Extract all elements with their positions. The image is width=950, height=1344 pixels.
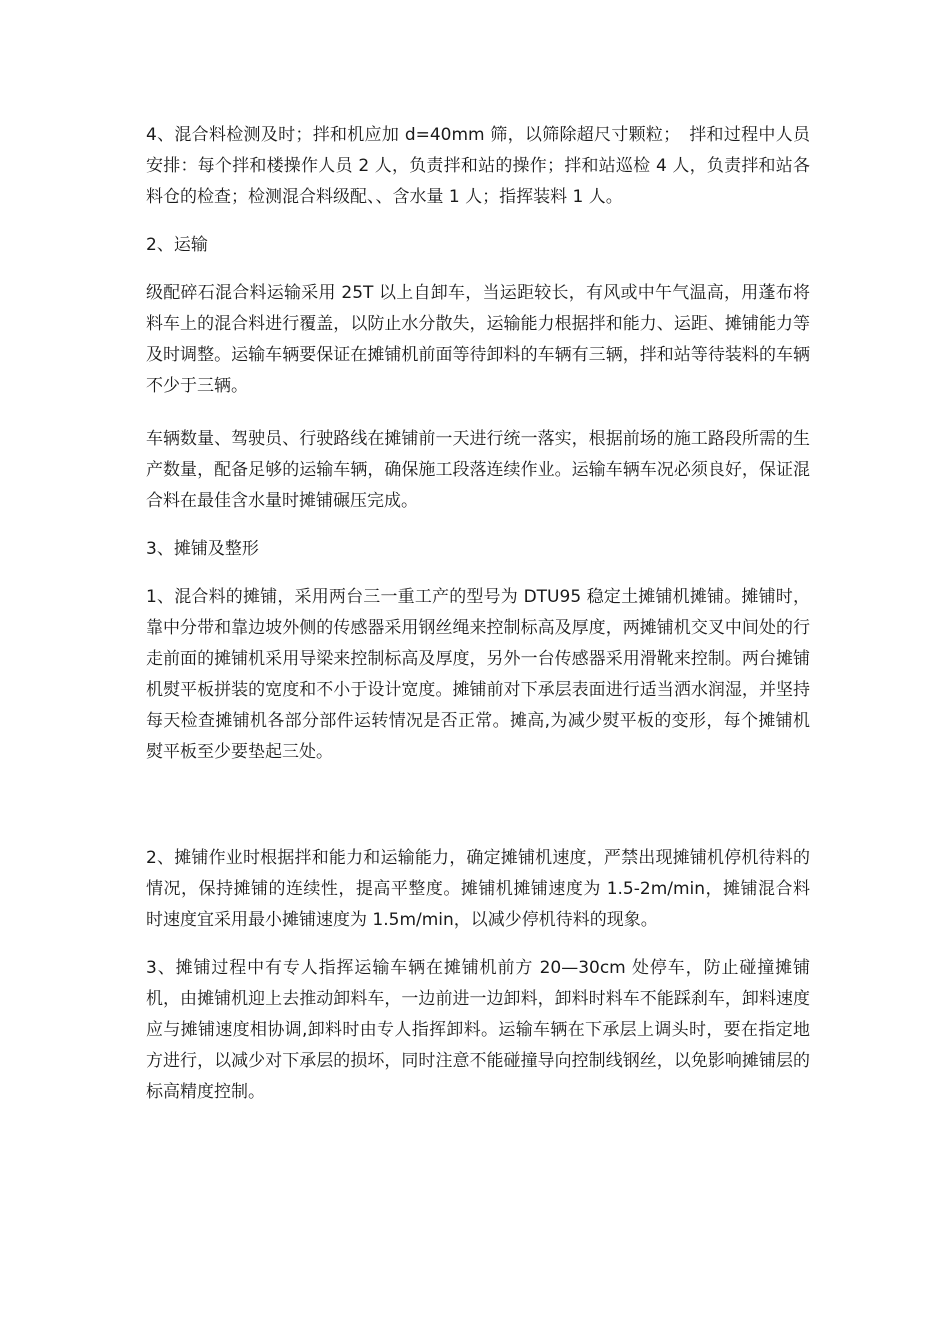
document-page (146, 120, 810, 1108)
paragraph-transport-trucks: 级配碎石混合料运输采用 25T 以上自卸车，当运距较长，有风或中午气温高，用蓬布将料车上的混合料进行覆盖，以防止水分散失，运输能力根据拌和能力、运距、摊铺能力等及时调整。运输车辆要保证在摊铺机前面等待卸料的车辆有三辆，拌和站等待装料的车辆不少于三辆。 (146, 283, 810, 396)
paragraph-paving-machines: 1、混合料的摊铺，采用两台三一重工产的型号为 DTU95 稳定土摊铺机摊铺。摊铺时，靠中分带和靠边坡外侧的传感器采用钢丝绳来控制标高及厚度，两摊铺机交叉中间处的行走前面的摊铺机采用导梁来控制标高及厚度，另外一台传感器采用滑靴来控制。两台摊铺机熨平板拼装的宽度和不小于设计宽度。摊铺前对下承层表面进行适当洒水润湿，并坚持每天检查摊铺机各部分部件运转情况是否正常。摊高,为减少熨平板的变形，每个摊铺机熨平板至少要垫起三处。 (146, 587, 810, 762)
paragraph-vehicle-arrangement: 车辆数量、驾驶员、行驶路线在摊铺前一天进行统一落实，根据前场的施工路段所需的生产数量，配备足够的运输车辆，确保施工段落连续作业。运输车辆车况必须良好，保证混合料在最佳含水量时摊铺碾压完成。 (146, 429, 810, 511)
heading-paving-shaping: 3、摊铺及整形 (146, 539, 259, 559)
paragraph-truck-unloading: 3、摊铺过程中有专人指挥运输车辆在摊铺机前方 20—30cm 处停车，防止碰撞摊铺机，由摊铺机迎上去推动卸料车，一边前进一边卸料，卸料时料车不能踩刹车，卸料速度应与摊铺速度相协调,卸料时由专人指挥卸料。运输车辆在下承层上调头时，要在指定地方进行，以减少对下承层的损坏，同时注意不能碰撞导向控制线钢丝，以免影响摊铺层的标高精度控制。 (146, 958, 810, 1102)
paragraph-mix-testing: 4、混合料检测及时；拌和机应加 d=40mm 筛，以筛除超尺寸颗粒； 拌和过程中人员安排：每个拌和楼操作人员 2 人，负责拌和站的操作；拌和站巡检 4 人，负责拌和站各料仓的检查；检测混合料级配、、含水量 1 人；指挥装料 1 人。 (146, 125, 810, 207)
paragraph-paving-speed: 2、摊铺作业时根据拌和能力和运输能力，确定摊铺机速度，严禁出现摊铺机停机待料的情况，保持摊铺的连续性，提高平整度。摊铺机摊铺速度为 1.5-2m/min，摊铺混合料时速度宜采用最小摊铺速度为 1.5m/min，以减少停机待料的现象。 (146, 848, 810, 930)
heading-transport: 2、运输 (146, 235, 208, 255)
